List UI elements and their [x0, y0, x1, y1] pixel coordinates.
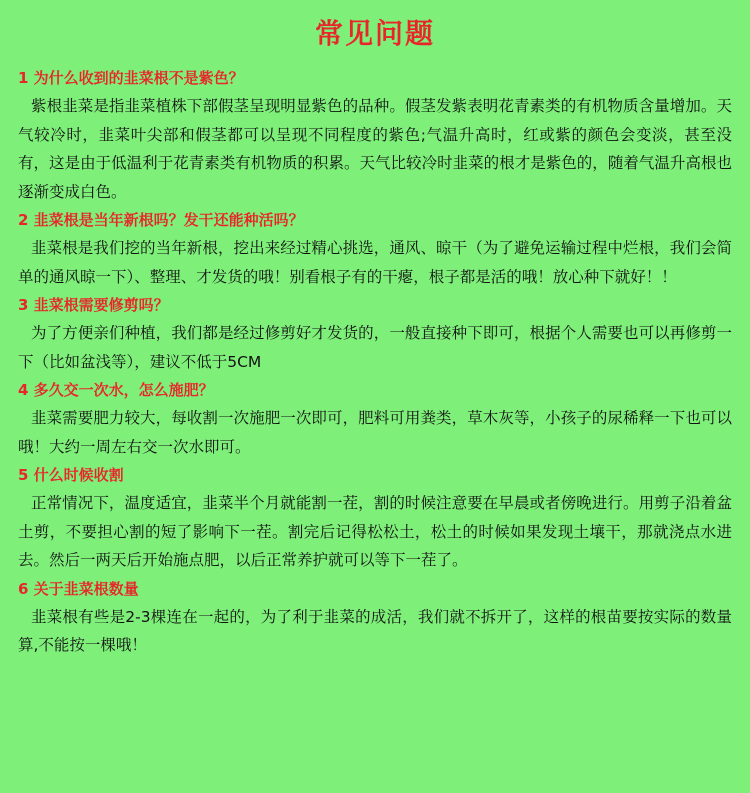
faq-answer: 正常情况下，温度适宜，韭菜半个月就能割一茬，割的时候注意要在早晨或者傍晚进行。用剪子沿着盆土剪，不要担心割的短了影响下一茬。割完后记得松松土，松土的时候如果发现土壤干，那就浇点水进去。然后一两天后开始施点肥，以后正常养护就可以等下一茬了。: [18, 494, 732, 569]
faq-answer: 韭菜需要肥力较大，每收割一次施肥一次即可，肥料可用粪类，草木灰等，小孩子的尿稀释一下也可以哦！大约一周左右交一次水即可。: [18, 409, 732, 456]
faq-question: 2 韭菜根是当年新根吗？发干还能种活吗？: [18, 211, 304, 229]
faq-answer: 为了方便亲们种植，我们都是经过修剪好才发货的，一般直接种下即可，根据个人需要也可以再修剪一下（比如盆浅等），建议不低于5CM: [18, 324, 732, 371]
faq-answer: 韭菜根有些是2-3棵连在一起的，为了利于韭菜的成活，我们就不拆开了，这样的根苗要按实际的数量算,不能按一棵哦！: [18, 607, 732, 654]
faq-question: 6 关于韭菜根数量: [18, 579, 139, 598]
faq-item-2: [18, 208, 732, 291]
faq-answer: 韭菜根是我们挖的当年新根，挖出来经过精心挑选，通风、晾干（为了避免运输过程中烂根，我们会简单的通风晾一下）、整理、才发货的哦！别看根子有的干瘪，根子都是活的哦！放心种下就好！！: [18, 239, 732, 286]
faq-question: 5 什么时候收割: [18, 466, 124, 484]
faq-answer: 紫根韭菜是指韭菜植株下部假茎呈现明显紫色的品种。假茎发紫表明花青素类的有机物质含量增加。天气较冷时，韭菜叶尖部和假茎都可以呈现不同程度的紫色;气温升高时，红或紫的颜色会变淡，甚至没有，这是由于低温利于花青素类有机物质的积累。天气比较冷时韭菜的根才是紫色的，随着气温升高根也逐渐变成白色。: [18, 97, 732, 201]
faq-item-5: [18, 463, 732, 575]
faq-item-4: [18, 378, 732, 461]
faq-item-3: [18, 293, 732, 376]
faq-item-6: [18, 577, 732, 660]
page-title: 常见问题: [314, 17, 435, 50]
faq-question: 3 韭菜根需要修剪吗？: [18, 296, 169, 314]
faq-question: 1 为什么收到的韭菜根不是紫色？: [18, 69, 244, 87]
faq-item-1: [18, 66, 732, 206]
faq-question: 4 多久交一次水，怎么施肥？: [18, 381, 214, 399]
